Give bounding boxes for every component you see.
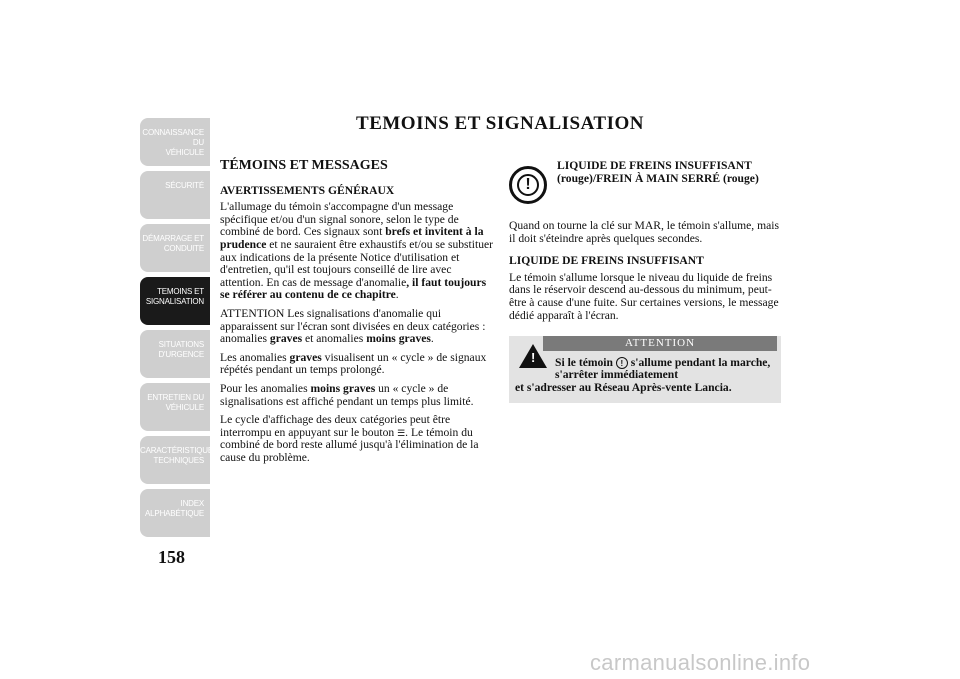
subsection-brake-fluid: LIQUIDE DE FREINS INSUFFISANT	[509, 254, 704, 268]
paragraph-minor-anomalies: Pour les anomalies moins graves un « cycle » de signalisations est affiché pendant un temps plus limité.	[220, 381, 474, 408]
menu-button-icon: ☰	[397, 427, 406, 438]
paragraph-brake-fluid: Le témoin s'allume lorsque le niveau du liquide de freins dans le réservoir descend au-dessous du minimum, peut-être à cause d'une fuite. Sur certaines versions, le message dédié apparaît à l'écran.	[509, 270, 779, 322]
paragraph-general-warnings: L'allumage du témoin s'accompagne d'un message spécifique et/ou d'un signal sonore, selon le type de combiné de bord. Ces signaux sont brefs et invitent à la prudence et ne sauraient être exhaustifs et/ou se substituer aux indications de la présente Notice d'utilisation et d'entretien, qu'il est toujours conseillé de lire avec attention. En cas de message d'anomalie, il faut toujours se référer au contenu de ce chapitre.	[220, 200, 494, 302]
section-heading: TÉMOINS ET MESSAGES	[220, 158, 388, 173]
brake-warning-icon: !	[509, 166, 547, 204]
paragraph-serious-anomalies: Les anomalies graves visualisent un « cycle » de signaux répétés pendant un temps prolongé.	[220, 350, 487, 377]
watermark: carmanualsonline.info	[590, 650, 811, 675]
tab-demarrage-conduite[interactable]: DÉMARRAGE ET CONDUITE	[140, 224, 210, 272]
subsection-heading: AVERTISSEMENTS GÉNÉRAUX	[220, 183, 395, 197]
tab-index-alphabetique[interactable]: INDEX ALPHABÉTIQUE	[140, 489, 210, 537]
attention-text: Si le témoin ! s'allume pendant la marche, s'arrêter immédiatement et s'adresser au Réseau Après-vente Lancia.	[515, 355, 771, 394]
warning-triangle-icon: !	[519, 344, 547, 368]
paragraph-display-cycle: Le cycle d'affichage des deux catégories peut être interrompu en appuyant sur le bouton ☰. Le témoin du combiné de bord reste allumé jusqu'à l'élimination de la cause du problème.	[220, 413, 479, 464]
brake-warning-small-icon: !	[616, 357, 628, 369]
tab-temoins-signalisation[interactable]: TEMOINS ET SIGNALISATION	[140, 277, 210, 325]
paragraph-attention-categories: ATTENTION Les signalisations d'anomalie qui apparaissent sur l'écran sont divisées en deux catégories : anomalies graves et anomalies moins graves.	[220, 306, 486, 346]
right-column	[509, 160, 781, 403]
paragraph-key-mar: Quand on tourne la clé sur MAR, le témoin s'allume, mais il doit s'éteindre après quelques secondes.	[509, 219, 779, 245]
brake-warning-block	[509, 160, 781, 214]
attention-heading: ATTENTION	[543, 336, 777, 351]
tab-situations-urgence[interactable]: SITUATIONS D'URGENCE	[140, 330, 210, 378]
brake-warning-title: LIQUIDE DE FREINS INSUFFISANT (rouge)/FREIN À MAIN SERRÉ (rouge)	[557, 159, 759, 185]
left-column	[220, 160, 496, 471]
tab-entretien-vehicule[interactable]: ENTRETIEN DU VÉHICULE	[140, 383, 210, 431]
tab-securite[interactable]: SÉCURITÉ	[140, 171, 210, 219]
chapter-tabs	[140, 118, 219, 542]
tab-connaissance-vehicule[interactable]: CONNAISSANCE DU VÉHICULE	[140, 118, 210, 166]
page-title: TEMOINS ET SIGNALISATION	[356, 113, 644, 134]
tab-caracteristiques-techniques[interactable]: CARACTÉRISTIQUES TECHNIQUES	[140, 436, 210, 484]
attention-box	[509, 336, 781, 402]
page-number: 158	[158, 547, 185, 567]
